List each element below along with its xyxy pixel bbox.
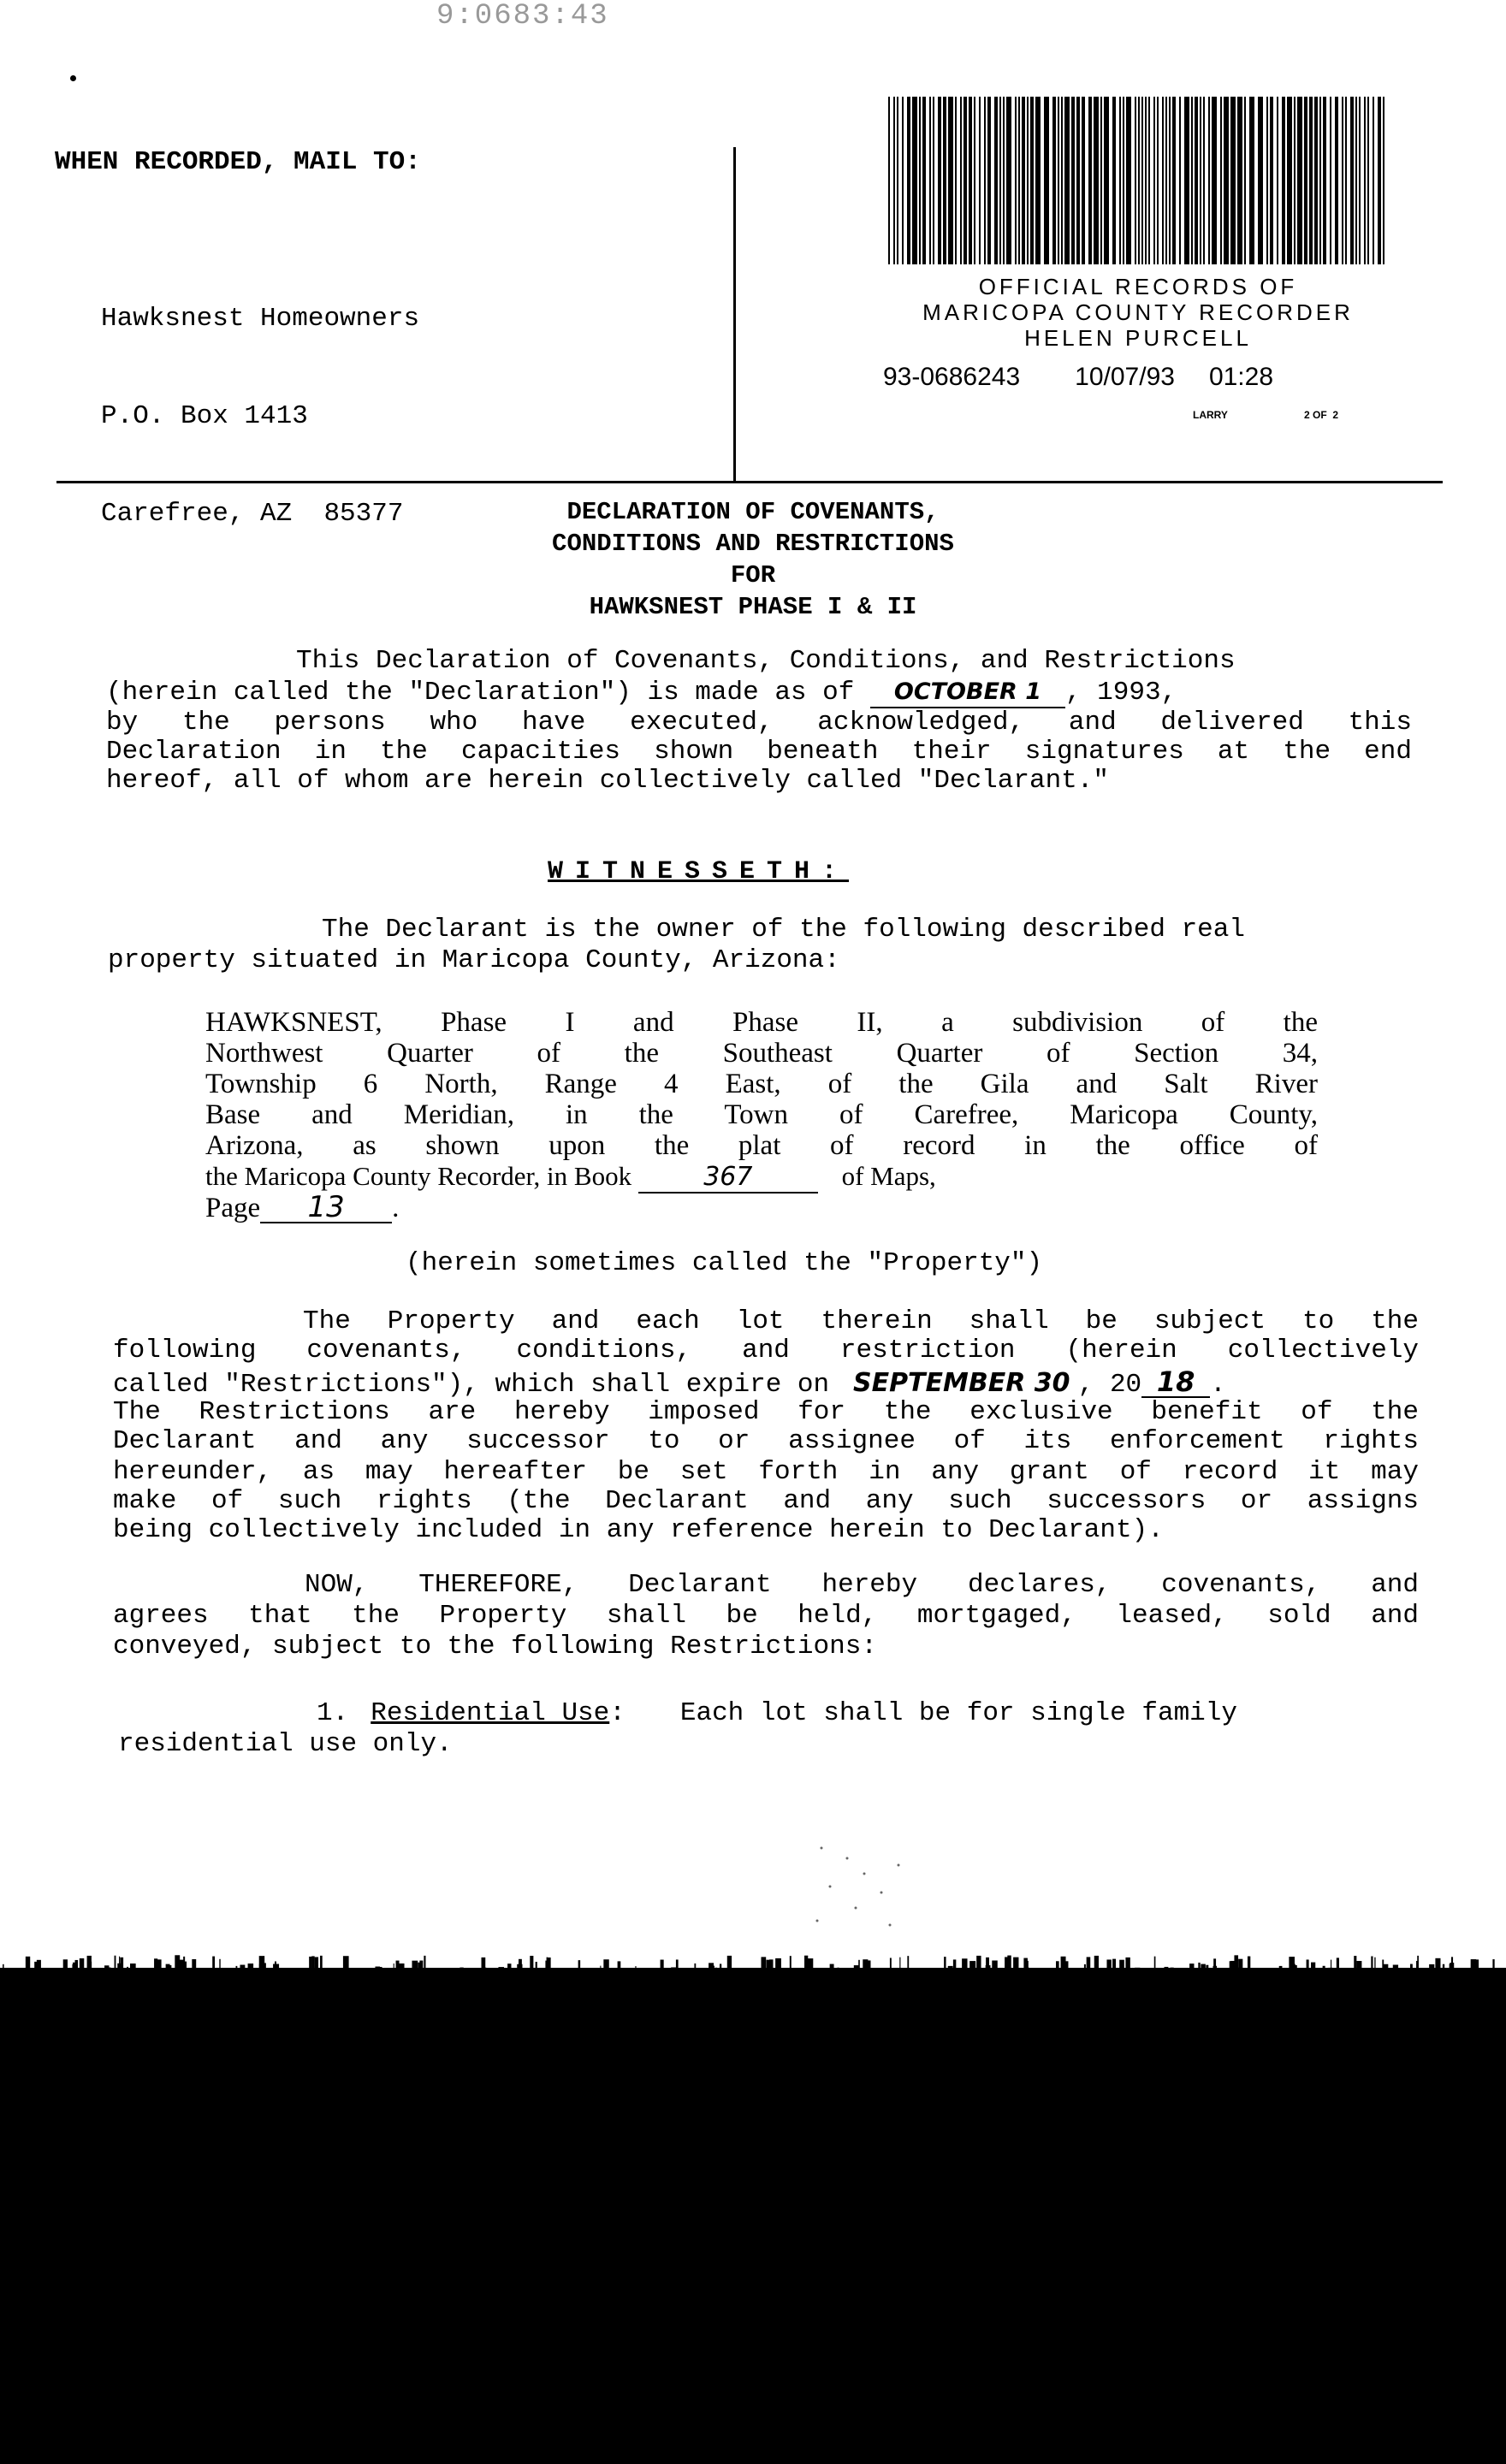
- speck-dot: [70, 75, 76, 81]
- recording-time: 01:28: [1208, 363, 1274, 391]
- restrict-line-8: being collectively included in any reference herein to Declarant).: [113, 1515, 1164, 1545]
- legal-line-7: Page 13 .: [205, 1190, 400, 1224]
- intro-line-3: by the persons who have executed, acknowledged, and delivered this: [106, 708, 1412, 737]
- restrict-line-5: Declarant and any successor to or assignee of its enforcement rights: [113, 1426, 1419, 1456]
- witnesseth-heading: WITNESSETH:: [548, 857, 850, 886]
- header-divider-horizontal: [56, 481, 1443, 483]
- now-line-2: agrees that the Property shall be held, mortgaged, leased, sold and: [113, 1601, 1419, 1631]
- handwritten-page-number: 13: [260, 1193, 392, 1223]
- now-line-1: NOW, THEREFORE, Declarant hereby declares, covenants, and: [305, 1570, 1419, 1600]
- title-line-3: FOR: [730, 561, 776, 589]
- title-line-2: CONDITIONS AND RESTRICTIONS: [552, 530, 954, 558]
- restrict-line-3: called "Restrictions"), which shall expire on SEPTEMBER 30 , 20 18 .: [113, 1365, 1226, 1400]
- legal-line-2: Northwest Quarter of the Southeast Quarter of Section 34,: [205, 1038, 1318, 1069]
- recording-barcode: [885, 97, 1391, 264]
- recorder-line-2: MARICOPA COUNTY RECORDER: [922, 299, 1354, 325]
- restrict-line-6: hereunder, as may hereafter be set forth in any grant of record it may: [113, 1457, 1419, 1487]
- address-line-2: P.O. Box 1413: [101, 401, 308, 431]
- clerk-initials: LARRY: [1193, 409, 1228, 421]
- item-1-line-2: residential use only.: [118, 1729, 453, 1759]
- handwritten-expiry-date: SEPTEMBER 30: [852, 1368, 1070, 1398]
- recording-date: 10/07/93: [1075, 363, 1175, 391]
- address-line-3: Carefree, AZ 85377: [101, 499, 404, 529]
- intro-line-2b: , 1993,: [1064, 678, 1177, 708]
- now-line-3: conveyed, subject to the following Restrictions:: [113, 1632, 877, 1661]
- property-note: (herein sometimes called the "Property"): [406, 1248, 1043, 1278]
- recording-info: [883, 363, 1273, 392]
- title-line-1: DECLARATION OF COVENANTS,: [566, 498, 940, 526]
- mail-to-header: WHEN RECORDED, MAIL TO:: [55, 147, 421, 177]
- legal-line-1: HAWKSNEST, Phase I and Phase II, a subdivision of the: [205, 1007, 1318, 1038]
- legal-line-4: Base and Meridian, in the Town of Carefree, Maricopa County,: [205, 1099, 1318, 1130]
- title-line-4: HAWKSNEST PHASE I & II: [589, 593, 917, 621]
- scan-speckles: [804, 1839, 924, 1942]
- intro-line-1: This Declaration of Covenants, Conditions, and Restrictions: [296, 646, 1236, 676]
- legal-line-3: Township 6 North, Range 4 East, of the Gila and Salt River: [205, 1069, 1318, 1099]
- item-1-heading: Residential Use: [371, 1698, 610, 1728]
- item-1-text: Each lot shall be for single family: [679, 1698, 1237, 1728]
- page-count: 2 OF 2: [1304, 409, 1339, 421]
- handwritten-date: OCTOBER 1: [870, 678, 1065, 708]
- handwritten-book-number: 367: [638, 1163, 818, 1194]
- intro-line-2a: (herein called the "Declaration") is made as of: [106, 678, 855, 708]
- restrict-line-2: following covenants, conditions, and restriction (herein collectively: [113, 1336, 1419, 1365]
- legal-line-6: the Maricopa County Recorder, in Book 367 of Maps,: [205, 1161, 936, 1192]
- restrict-line-4: The Restrictions are hereby imposed for the exclusive benefit of the: [113, 1397, 1419, 1427]
- header-divider-vertical: [733, 147, 736, 483]
- scan-black-border: [0, 1968, 1506, 2464]
- recorder-stamp: [881, 274, 1395, 351]
- document-number: 93-0686243: [883, 363, 1021, 391]
- recorder-line-3: HELEN PURCELL: [1024, 325, 1252, 351]
- legal-line-5: Arizona, as shown upon the plat of record in the office of: [205, 1130, 1318, 1161]
- restrict-line-1: The Property and each lot therein shall be subject to the: [303, 1306, 1419, 1336]
- owner-line-1: The Declarant is the owner of the following described real: [322, 915, 1245, 945]
- page-number-mark: 9:0683:43: [436, 0, 609, 33]
- document-title: [325, 496, 1181, 623]
- restrict-line-7: make of such rights (the Declarant and any such successors or assigns: [113, 1486, 1419, 1516]
- owner-line-2: property situated in Maricopa County, Arizona:: [108, 945, 840, 975]
- intro-line-4: Declaration in the capacities shown beneath their signatures at the end: [106, 737, 1412, 767]
- intro-line-2: [106, 678, 1177, 708]
- item-1-number: 1.: [317, 1698, 349, 1728]
- item-1: 1. Residential Use: Each lot shall be for single family: [317, 1698, 1237, 1728]
- recorder-line-1: OFFICIAL RECORDS OF: [978, 274, 1298, 299]
- intro-line-5: hereof, all of whom are herein collectively called "Declarant.": [106, 766, 1109, 796]
- handwritten-expiry-year: 18: [1141, 1367, 1210, 1398]
- address-line-1: Hawksnest Homeowners: [101, 304, 420, 334]
